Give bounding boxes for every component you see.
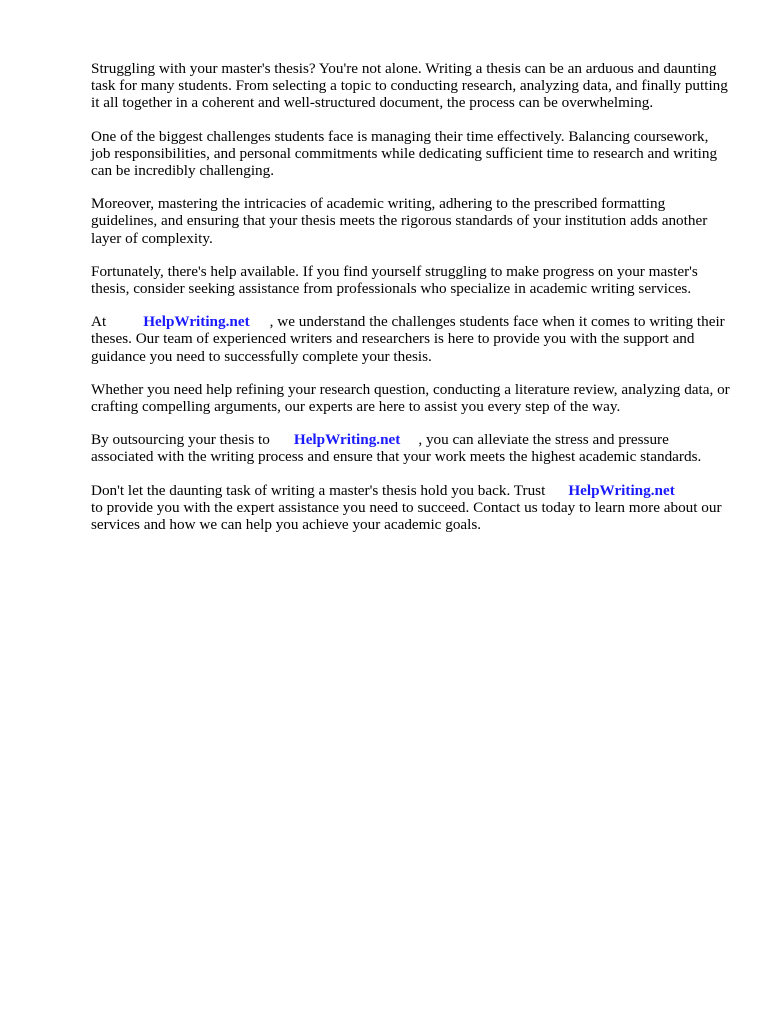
paragraph-time-management: One of the biggest challenges students face is managing their time effectively. Balancing coursework, job responsibilities, and personal commitments while dedicating sufficient time to research and writing can be incredibly challenging. (91, 127, 718, 180)
helpwriting-link-3[interactable]: HelpWriting.net (568, 481, 675, 499)
helpwriting-link-1[interactable]: HelpWriting.net (143, 313, 250, 331)
paragraph-text: , we understand the challenges students face when it comes to writing their theses. Our team of experienced writers and researchers is here to provide you with the support and guidance you need to successfully complete your thesis. (91, 313, 725, 365)
paragraph-text: to provide you with the expert assistance you need to succeed. Contact us today to learn more about our services and how we can help you achieve your academic goals. (91, 498, 722, 534)
document-page (91, 60, 731, 549)
paragraph-experts: Whether you need help refining your research question, conducting a literature review, analyzing data, or crafting compelling arguments, our experts are here to assist you every step of the way. (91, 380, 730, 416)
paragraph-text: At (91, 313, 107, 331)
paragraph-academic-writing: Moreover, mastering the intricacies of academic writing, adhering to the prescribed formatting guidelines, and ensuring that your thesis meets the rigorous standards of your institution adds another layer of complexity. (91, 195, 708, 247)
paragraph-text: Don't let the daunting task of writing a master's thesis hold you back. Trust (91, 481, 546, 499)
paragraph-text: , you can alleviate the stress and pressure associated with the writing process and ensure that your work meets the highest academic standards. (91, 431, 702, 466)
helpwriting-link-2[interactable]: HelpWriting.net (293, 431, 401, 449)
paragraph-service-intro (91, 313, 731, 365)
paragraph-outsourcing (91, 431, 731, 465)
paragraph-call-to-action (91, 482, 731, 534)
paragraph-text: By outsourcing your thesis to (91, 431, 270, 449)
paragraph-help-available: Fortunately, there's help available. If you find yourself struggling to make progress on your master's thesis, consider seeking assistance from professionals who specialize in academic writing services. (91, 262, 698, 298)
paragraph-intro: Struggling with your master's thesis? You're not alone. Writing a thesis can be an arduous and daunting task for many students. From selecting a topic to conducting research, analyzing data, and finally putting it all together in a coherent and well-structured document, the process can be overwhelming. (91, 60, 728, 112)
